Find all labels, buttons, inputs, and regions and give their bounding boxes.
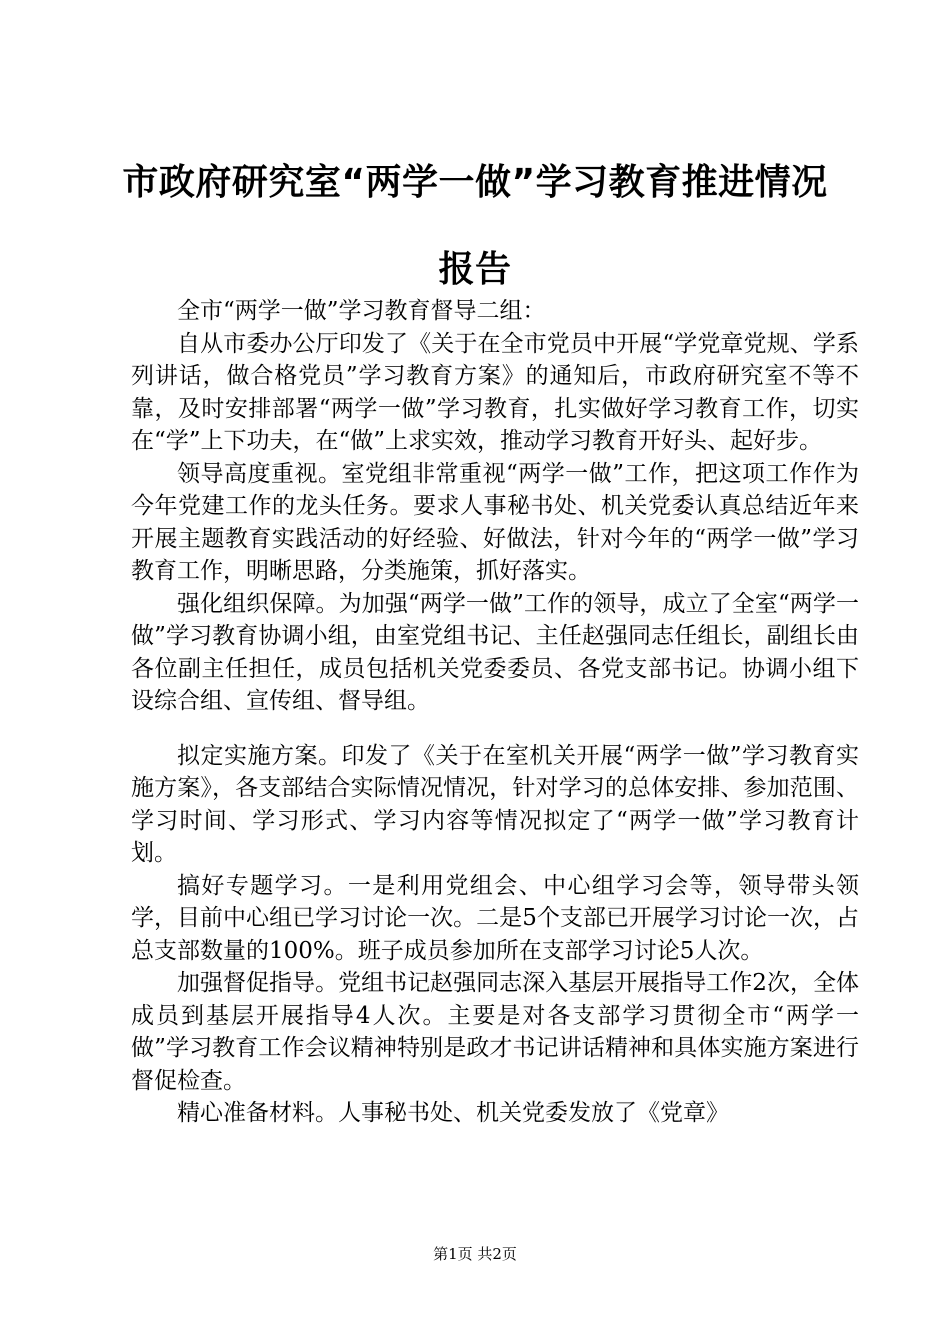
study-paragraph: 搞好专题学习。一是利用党组会、中心组学习会等，领导带头领学，目前中心组已学习讨论一次。二是5个支部已开展学习讨论一次，占总支部数量的100%。班子成员参加所在支部学习讨论5人次。 — [131, 872, 859, 964]
supervision-paragraph: 加强督促指导。党组书记赵强同志深入基层开展指导工作2次，全体成员到基层开展指导4人次。主要是对各支部学习贯彻全市“两学一做”学习教育工作会议精神特别是政才书记讲话精神和具体实施方案进行督促检查。 — [131, 970, 859, 1094]
intro-paragraph: 自从市委办公厅印发了《关于在全市党员中开展“学党章党规、学系列讲话，做合格党员”学习教育方案》的通知后，市政府研究室不等不靠，及时安排部署“两学一做”学习教育，扎实做好学习教育工作，切实在“学”上下功夫，在“做”上求实效，推动学习教育开好头、起好步。 — [131, 330, 859, 454]
document-body — [131, 295, 859, 1130]
organization-paragraph: 强化组织保障。为加强“两学一做”工作的领导，成立了全室“两学一做”学习教育协调小组，由室党组书记、主任赵强同志任组长，副组长由各位副主任担任，成员包括机关党委委员、各党支部书记。协调小组下设综合组、宣传组、督导组。 — [131, 590, 859, 714]
document-title-line-1: 市政府研究室“两学一做”学习教育推进情况 — [122, 162, 828, 203]
materials-paragraph: 精心准备材料。人事秘书处、机关党委发放了《党章》 — [177, 1100, 729, 1126]
leadership-paragraph: 领导高度重视。室党组非常重视“两学一做”工作，把这项工作作为今年党建工作的龙头任务。要求人事秘书处、机关党委认真总结近年来开展主题教育实践活动的好经验、好做法，针对今年的“两学一做”学习教育工作，明晰思路，分类施策，抓好落实。 — [131, 460, 859, 584]
salutation-paragraph: 全市“两学一做”学习教育督导二组： — [177, 298, 546, 324]
page-footer: 第1页 共2页 — [433, 1245, 517, 1263]
paragraph-gap — [131, 718, 859, 740]
plan-paragraph: 拟定实施方案。印发了《关于在室机关开展“两学一做”学习教育实施方案》，各支部结合实际情况情况，针对学习的总体安排、参加范围、学习时间、学习形式、学习内容等情况拟定了“两学一做”学习教育计划。 — [131, 742, 859, 866]
document-title-line-2: 报告 — [438, 249, 512, 290]
